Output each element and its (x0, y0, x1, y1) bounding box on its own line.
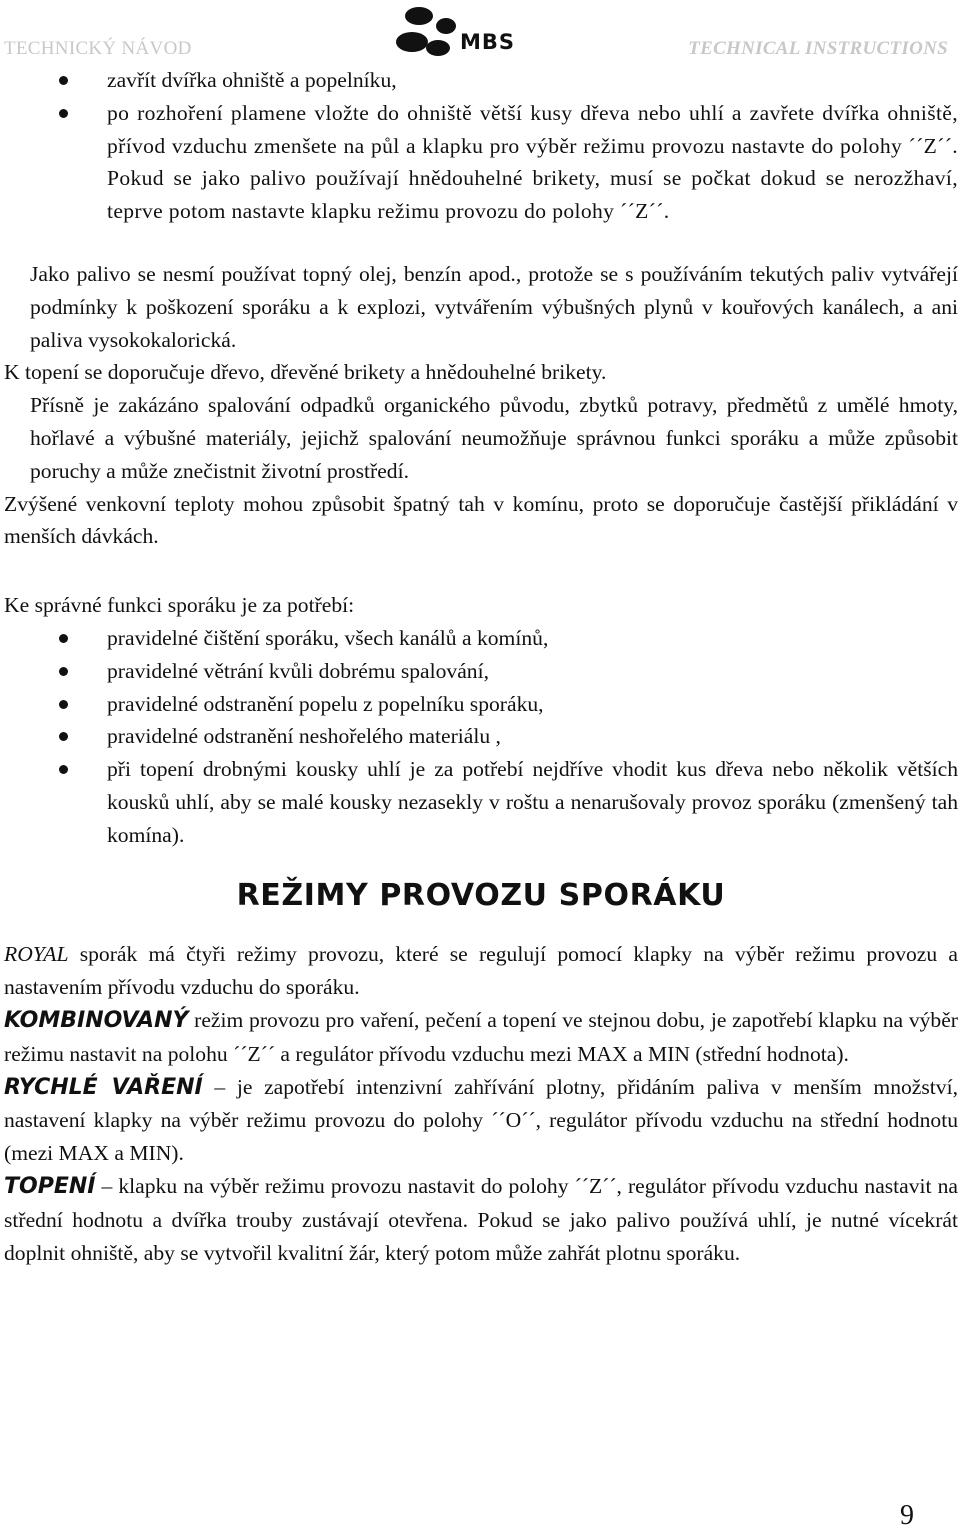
brand-name: ROYAL (4, 942, 69, 967)
paragraph-prohibited: Přísně je zakázáno spalování odpadků organického původu, zbytků potravy, předmětů z umělé hmoty, hořlavé a výbušné materiály, jejichž spalování neumožňuje správnou funkci sporáku a může způsobit poruchy a může znečistnit životní prostředí. (30, 393, 958, 483)
mode-heating: TOPENÍ – klapku na výběr režimu provozu nastavit do polohy ´´Z´´, regulátor přívodu vzduchu nastavit na střední hodnotu a dvířka trouby zustávají otevřena. Pokud se jako palivo používá uhlí, je nutné vícekrát doplnit ohniště, aby se vytvořil kvalitní žár, který potom může zahřát plotnu sporáku. (4, 1173, 958, 1265)
paragraph-fuel-warning: Jako palivo se nesmí používat topný olej, benzín apod., protože se s používáním tekutých paliv vytvářejí podmínky k poškození sporáku a k explozi, vytvářením výbušných plynů v kouřových kanálech, a ani paliva vysokokalorická. (30, 261, 958, 352)
list-item: zavřít dvířka ohniště a popelníku, (4, 64, 958, 97)
bullet-icon (59, 76, 68, 85)
logo-text: MBS (460, 30, 516, 54)
list-item: pravidelné odstranění neshořelého materiálu , (4, 720, 958, 753)
mode-combined: KOMBINOVANÝ režim provozu pro vaření, pečení a topení ve stejnou dobu, je zapotřebí klapku na výběr režimu nastavit na polohu ´´Z´´ a regulátor přívodu vzduchu mezi MAX a MIN (střední hodnota). (4, 1007, 958, 1066)
document-body (4, 64, 958, 1269)
bullet-icon (59, 700, 68, 709)
page-number: 9 (900, 1500, 914, 1531)
mode-fast-cooking: RYCHLÉ VAŘENÍ – je zapotřebí intenzivní zahřívání plotny, přidáním paliva v menším množství, nastavení klapky na výběr režimu provozu do polohy ´´O´´, regulátor přívodu vzduchu na střední hodnotu (mezi MAX a MIN). (4, 1074, 958, 1166)
list-item: při topení drobnými kousky uhlí je za potřebí nejdříve vhodit kus dřeva nebo několik větších kousků uhlí, aby se malé kousky nezasekly v roštu a nenarušovaly provoz sporáku (zmenšený tah komína). (4, 753, 958, 851)
list-item: po rozhoření plamene vložte do ohniště větší kusy dřeva nebo uhlí a zavřete dvířka ohniště, přívod vzduchu zmenšete na půl a klapku pro výběr režimu provozu nastavte do polohy ´´Z´´. Pokud se jako palivo používají hnědouhelné brikety, musí se počkat dokud se nerozžhaví, teprve potom nastavte klapku režimu provozu do polohy ´´Z´´. (4, 97, 958, 228)
mode-keyword: RYCHLÉ VAŘENÍ (4, 1074, 203, 1100)
paragraph-recommended-fuel: K topení se doporučuje dřevo, dřevěné brikety a hnědouhelné brikety. (4, 360, 607, 385)
header-title-cz: TECHNICKÝ NÁVOD (4, 38, 192, 59)
logo-blob-icon (394, 4, 464, 60)
bullet-icon (59, 765, 68, 774)
bullet-icon (59, 732, 68, 741)
list-item: pravidelné odstranění popelu z popelníku sporáku, (4, 688, 958, 721)
header-title-en: TECHNICAL INSTRUCTIONS (688, 38, 948, 59)
mbs-logo (394, 4, 534, 60)
page-header (0, 30, 960, 64)
bullet-icon (59, 109, 68, 118)
bullet-list-needs (4, 622, 958, 852)
mode-keyword: KOMBINOVANÝ (4, 1007, 189, 1033)
paragraph-temperature: Zvýšené venkovní teploty mohou způsobit špatný tah v komínu, proto se doporučuje častější přikládání v menších dávkách. (4, 491, 958, 549)
needs-intro: Ke správné funkci sporáku je za potřebí: (4, 593, 355, 618)
bullet-icon (59, 634, 68, 643)
list-item: pravidelné čištění sporáku, všech kanálů a komínů, (4, 622, 958, 655)
mode-royal: ROYAL sporák má čtyři režimy provozu, které se regulují pomocí klapky na výběr režimu provozu a nastavením přívodu vzduchu do sporáku. (4, 942, 958, 1000)
mode-keyword: TOPENÍ (4, 1173, 96, 1199)
list-item: pravidelné větrání kvůli dobrému spalování, (4, 655, 958, 688)
bullet-list-top (4, 64, 958, 228)
section-title: REŽIMY PROVOZU SPORÁKU (236, 877, 726, 913)
bullet-icon (59, 667, 68, 676)
